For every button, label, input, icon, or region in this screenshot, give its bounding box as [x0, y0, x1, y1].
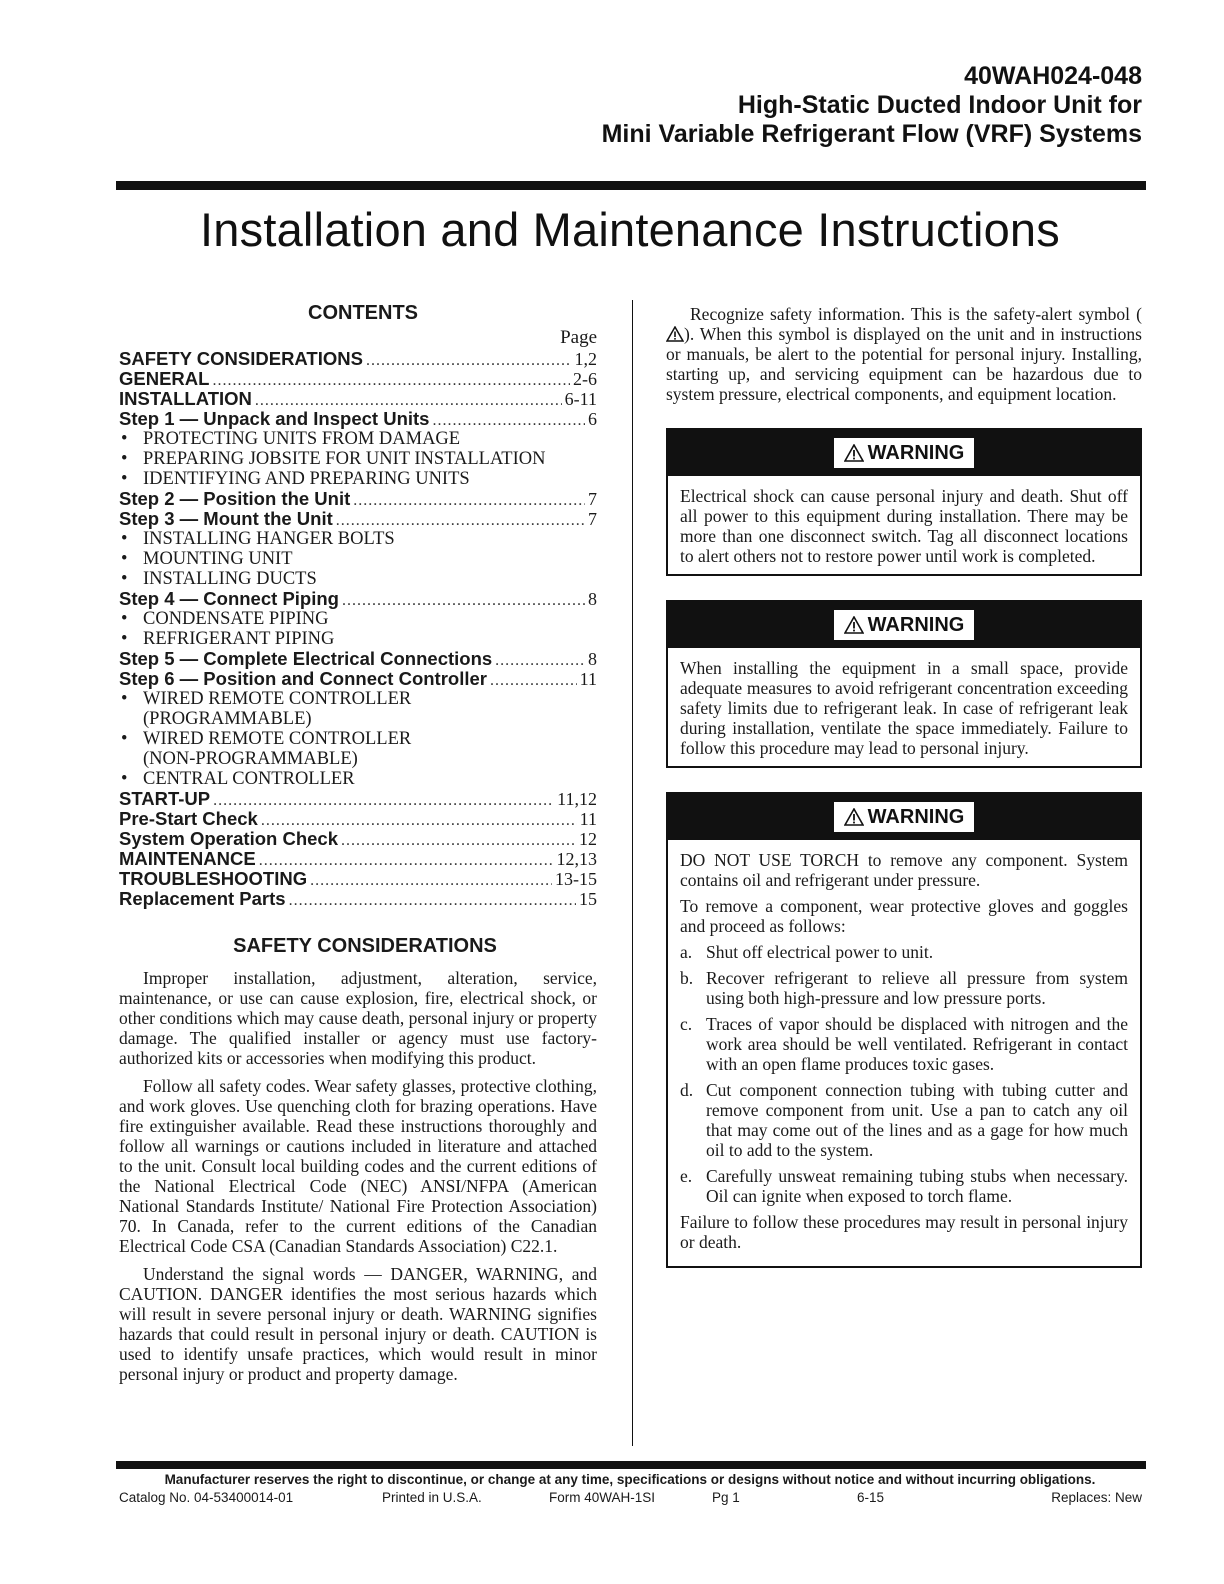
toc-leader-dots — [366, 351, 572, 371]
warning-box-refrigerant-leak — [666, 600, 1142, 768]
safety-heading: SAFETY CONSIDERATIONS — [233, 935, 497, 957]
toc-leader-dots — [353, 491, 585, 511]
date-code: 6-15 — [857, 1490, 885, 1505]
warning-body: Electrical shock can cause personal injury and death. Shut off all power to this equipment during installation. There may be more than one disconnect switch. Tag all disconnect locations to alert others not to restore power until work is completed. — [680, 486, 1128, 566]
step-marker: a. — [680, 942, 693, 962]
bottom-rule — [116, 1461, 1146, 1469]
toc-subitem: • MOUNTING UNIT — [119, 549, 597, 569]
toc-page: 11 — [579, 809, 597, 829]
step-text: Cut component connection tubing with tubing cutter and remove component from unit. Use a pan to catch any oil that may come out of the lines and as a gage for how much oil to add to the system. — [706, 1080, 1128, 1160]
toc-subitem: • CENTRAL CONTROLLER — [119, 769, 597, 789]
toc-title: START-UP — [119, 788, 211, 809]
toc-title: Step 4 — Connect Piping — [119, 588, 339, 609]
replaces: Replaces: New — [1051, 1490, 1142, 1505]
form-number: Form 40WAH-1SI — [549, 1490, 656, 1505]
toc-leader-dots — [289, 891, 576, 911]
warning-label — [834, 610, 975, 640]
safety-paragraph-1: Improper installation, adjustment, alteration, service, maintenance, or use can cause explosion, fire, electrical shock, or other conditions which may cause death, personal injury or property damage. The qualified installer or agency must use factory-authorized kits or accessories when modifying this product. — [119, 968, 597, 1068]
toc-title: Pre-Start Check — [119, 808, 258, 829]
page-number: Pg 1 — [712, 1490, 740, 1505]
removal-step — [680, 1080, 1128, 1160]
toc-leader-dots — [310, 871, 552, 891]
toc-page: 7 — [588, 509, 597, 529]
left-column — [119, 302, 597, 1392]
toc-title: Step 5 — Complete Electrical Connections — [119, 648, 493, 669]
toc-entry — [119, 869, 597, 889]
toc-subitem: • WIRED REMOTE CONTROLLER — [119, 689, 597, 709]
removal-step — [680, 1166, 1128, 1206]
toc-entry — [119, 589, 597, 609]
contents-heading: CONTENTS — [308, 302, 418, 324]
toc-subitem: • PROTECTING UNITS FROM DAMAGE — [119, 429, 597, 449]
warning-paragraph: DO NOT USE TORCH to remove any component. System contains oil and refrigerant under pressure. — [680, 850, 1128, 890]
warning-label — [834, 802, 975, 832]
document-title: Installation and Maintenance Instructions — [200, 203, 1060, 256]
toc-subitem: • REFRIGERANT PIPING — [119, 629, 597, 649]
toc-page: 1,2 — [574, 349, 597, 369]
warning-triangle-icon — [844, 616, 864, 634]
warning-label-text: WARNING — [867, 442, 965, 464]
toc-subitem: • INSTALLING DUCTS — [119, 569, 597, 589]
toc-page: 12 — [579, 829, 597, 849]
toc-title: Replacement Parts — [119, 888, 286, 909]
warning-triangle-icon — [844, 808, 864, 826]
toc-entry — [119, 389, 597, 409]
toc-title: GENERAL — [119, 368, 210, 389]
toc-subitem: • IDENTIFYING AND PREPARING UNITS — [119, 469, 597, 489]
toc-page: 8 — [588, 649, 597, 669]
toc-entry — [119, 849, 597, 869]
toc-entry — [119, 669, 597, 689]
toc-title: Step 6 — Position and Connect Controller — [119, 668, 487, 689]
removal-step — [680, 1014, 1128, 1074]
toc-subitem: (NON-PROGRAMMABLE) — [143, 749, 358, 769]
model-number: 40WAH024-048 — [964, 62, 1142, 90]
toc-page: 8 — [588, 589, 597, 609]
toc-page: 7 — [588, 489, 597, 509]
removal-step — [680, 968, 1128, 1008]
toc-title: SAFETY CONSIDERATIONS — [119, 348, 363, 369]
toc-leader-dots — [490, 671, 577, 691]
toc-title: System Operation Check — [119, 828, 338, 849]
step-text: Traces of vapor should be displaced with nitrogen and the work area should be well ventilated. Refrigerant in contact with an open flame produces toxic gases. — [706, 1014, 1128, 1074]
safety-paragraph-2: Follow all safety codes. Wear safety glasses, protective clothing, and work gloves. Use quenching cloth for brazing operations. Have fire extinguisher available. Read these instructions thoroughly and follow all warnings or cautions included in literature and attached to the unit. Consult local building codes and the current editions of the National Electrical Code (NEC) ANSI/NFPA (American National Standards Institute/ National Fire Protection Association) 70. In Canada, refer to the current editions of the Canadian Electrical Code CSA (Canadian Standards Association) C22.1. — [119, 1076, 597, 1256]
warning-box-torch — [666, 792, 1142, 1268]
table-of-contents — [119, 349, 597, 909]
step-marker: d. — [680, 1080, 694, 1100]
intro-text-b: ). When this symbol is displayed on the unit and in instructions or manuals, be alert to the potential for personal injury. Installing, starting up, and servicing equipment can be hazardous due to system pressure, electrical components, and equipment location. — [666, 324, 1142, 404]
document-header — [602, 62, 1142, 149]
warning-label-text: WARNING — [867, 614, 965, 636]
toc-subitem: • WIRED REMOTE CONTROLLER — [119, 729, 597, 749]
footer-notice: Manufacturer reserves the right to discontinue, or change at any time, specifications or designs without notice and without incurring obligations. — [164, 1472, 1096, 1487]
warning-header — [668, 794, 1140, 840]
warning-header — [668, 602, 1140, 648]
toc-entry — [119, 509, 597, 529]
toc-subitem: • INSTALLING HANGER BOLTS — [119, 529, 597, 549]
toc-page: 12,13 — [556, 849, 597, 869]
column-divider — [632, 300, 633, 1446]
step-text: Recover refrigerant to relieve all pressure from system using both high-pressure and low pressure ports. — [706, 968, 1128, 1008]
catalog-number: Catalog No. 04-53400014-01 — [119, 1490, 294, 1505]
warning-paragraph: Failure to follow these procedures may result in personal injury or death. — [680, 1212, 1128, 1252]
toc-leader-dots — [213, 791, 554, 811]
safety-alert-icon — [666, 326, 684, 342]
removal-step — [680, 942, 1128, 962]
toc-page: 11,12 — [557, 789, 597, 809]
toc-leader-dots — [495, 651, 585, 671]
toc-title: Step 3 — Mount the Unit — [119, 508, 333, 529]
toc-page: 15 — [579, 889, 597, 909]
warning-box-electrical — [666, 428, 1142, 576]
warning-triangle-icon — [844, 444, 864, 462]
step-text: Carefully unsweat remaining tubing stubs when necessary. Oil can ignite when exposed to torch flame. — [706, 1166, 1128, 1206]
top-rule — [116, 181, 1146, 190]
printed-in: Printed in U.S.A. — [382, 1490, 482, 1505]
toc-leader-dots — [342, 591, 585, 611]
toc-entry — [119, 809, 597, 829]
toc-entry — [119, 369, 597, 389]
toc-entry — [119, 789, 597, 809]
toc-entry — [119, 409, 597, 429]
warning-header — [668, 430, 1140, 476]
toc-subitem: • PREPARING JOBSITE FOR UNIT INSTALLATION — [119, 449, 597, 469]
intro-text-a: Recognize safety information. This is the safety-alert symbol ( — [690, 304, 1142, 324]
step-text: Shut off electrical power to unit. — [706, 942, 934, 962]
header-subtitle-1: High-Static Ducted Indoor Unit for — [737, 91, 1142, 119]
toc-entry — [119, 349, 597, 369]
toc-page: 6 — [588, 409, 597, 429]
toc-subitem: • CONDENSATE PIPING — [119, 609, 597, 629]
toc-title: Step 2 — Position the Unit — [119, 488, 351, 509]
toc-title: TROUBLESHOOTING — [119, 868, 308, 889]
safety-alert-intro — [666, 304, 1142, 404]
toc-leader-dots — [212, 371, 570, 391]
toc-title: Step 1 — Unpack and Inspect Units — [119, 408, 430, 429]
warning-paragraph: To remove a component, wear protective gloves and goggles and proceed as follows: — [680, 896, 1128, 936]
toc-title: INSTALLATION — [119, 388, 252, 409]
step-marker: c. — [680, 1014, 693, 1034]
right-column — [666, 304, 1142, 1268]
header-subtitle-2: Mini Variable Refrigerant Flow (VRF) Systems — [601, 120, 1142, 148]
toc-leader-dots — [336, 511, 585, 531]
warning-body: When installing the equipment in a small space, provide adequate measures to avoid refrigerant concentration exceeding safety limits due to refrigerant leak. In case of refrigerant leak during installation, ventilate the space immediately. Failure to follow this procedure may lead to personal injury. — [680, 658, 1128, 758]
toc-title: MAINTENANCE — [119, 848, 256, 869]
warning-label-text: WARNING — [867, 806, 965, 828]
toc-leader-dots — [432, 411, 585, 431]
toc-entry — [119, 649, 597, 669]
toc-page: 2-6 — [573, 369, 597, 389]
toc-page: 11 — [579, 669, 597, 689]
step-marker: b. — [680, 968, 694, 988]
removal-steps-list — [680, 942, 1128, 1206]
toc-entry — [119, 829, 597, 849]
toc-leader-dots — [341, 831, 576, 851]
toc-page: 13-15 — [555, 869, 597, 889]
toc-subitem: (PROGRAMMABLE) — [143, 709, 312, 729]
warning-label — [834, 438, 975, 468]
toc-page: 6-11 — [564, 389, 597, 409]
toc-entry — [119, 489, 597, 509]
toc-entry — [119, 889, 597, 909]
step-marker: e. — [680, 1166, 693, 1186]
safety-paragraph-3: Understand the signal words — DANGER, WARNING, and CAUTION. DANGER identifies the most serious hazards which will result in severe personal injury or death. WARNING signifies hazards that could result in personal injury or death. CAUTION is used to identify unsafe practices, which would result in minor personal injury or product and property damage. — [119, 1264, 597, 1384]
page-column-label: Page — [560, 327, 597, 348]
warning-body — [668, 840, 1140, 1266]
